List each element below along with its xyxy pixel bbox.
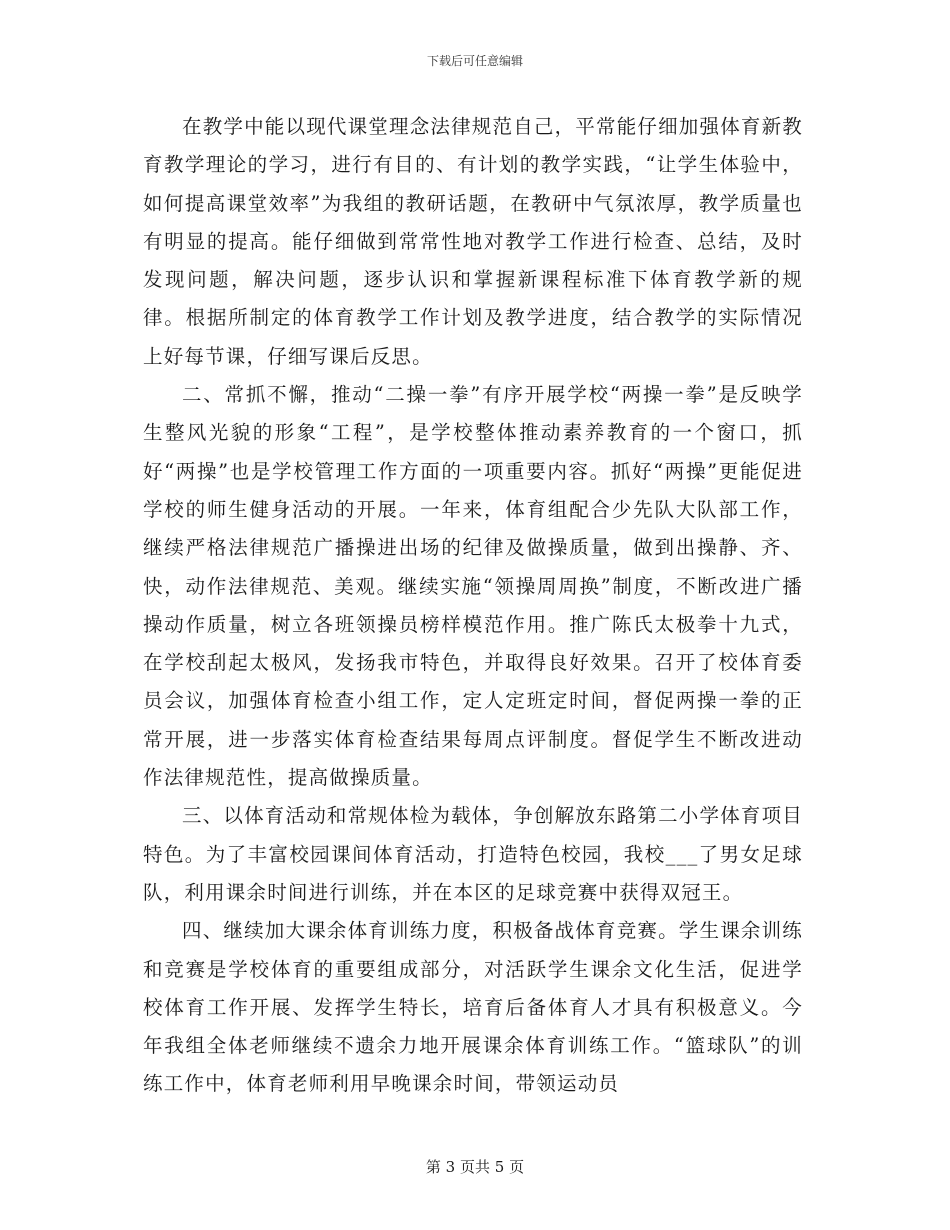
page-header-note: 下载后可任意编辑 xyxy=(426,54,523,68)
page-number-footer: 第 3 页共 5 页 xyxy=(425,1158,525,1176)
document-body xyxy=(143,108,803,1104)
paragraph-1: 在教学中能以现代课堂理念法律规范自己，平常能仔细加强体育新教育教学理论的学习，进行有目的、有计划的教学实践，“让学生体验中，如何提高课堂效率”为我组的教研话题，在教研中气氛浓厚，教学质量也有明显的提高。能仔细做到常常性地对教学工作进行检查、总结，及时发现问题，解决问题，逐步认识和掌握新课程标准下体育教学新的规律。根据所制定的体育教学工作计划及教学进度，结合教学的实际情况上好每节课，仔细写课后反思。 xyxy=(143,115,804,368)
paragraph-3: 三、以体育活动和常规体检为载体，争创解放东路第二小学体育项目特色。为了丰富校园课间体育活动，打造特色校园，我校___了男女足球队，利用课余时间进行训练，并在本区的足球竞赛中获得双冠王。 xyxy=(143,804,804,904)
paragraph-4: 四、继续加大课余体育训练力度，积极备战体育竞赛。学生课余训练和竞赛是学校体育的重要组成部分，对活跃学生课余文化生活，促进学校体育工作开展、发挥学生特长，培育后备体育人才具有积极意义。今年我组全体老师继续不遗余力地开展课余体育训练工作。“篮球队”的训练工作中，体育老师利用早晚课余时间，带领运动员 xyxy=(143,919,804,1096)
paragraph-2: 二、常抓不懈，推动“二操一拳”有序开展学校“两操一拳”是反映学生整风光貌的形象“工程”，是学校整体推动素养教育的一个窗口，抓好“两操”也是学校管理工作方面的一项重要内容。抓好“两操”更能促进学校的师生健身活动的开展。一年来，体育组配合少先队大队部工作，继续严格法律规范广播操进出场的纪律及做操质量，做到出操静、齐、快，动作法律规范、美观。继续实施“领操周周换”制度，不断改进广播操动作质量，树立各班领操员榜样模范作用。推广陈氏太极拳十九式，在学校刮起太极风，发扬我市特色，并取得良好效果。召开了校体育委员会议，加强体育检查小组工作，定人定班定时间，督促两操一拳的正常开展，进一步落实体育检查结果每周点评制度。督促学生不断改进动作法律规范性，提高做操质量。 xyxy=(143,383,803,790)
